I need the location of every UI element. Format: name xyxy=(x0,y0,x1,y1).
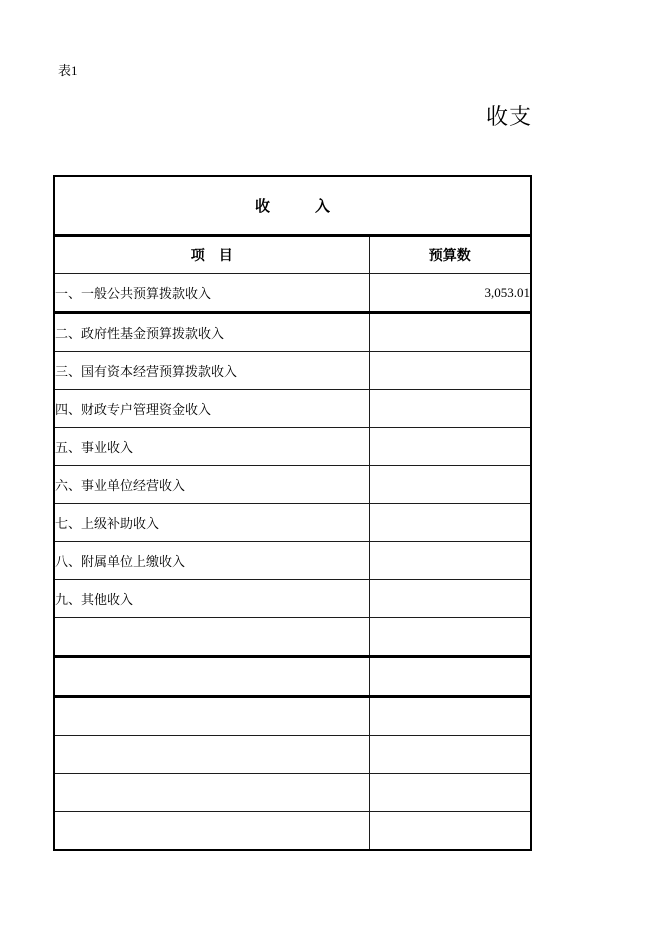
item-cell: 四、财政专户管理资金收入 xyxy=(54,390,369,428)
value-cell xyxy=(369,504,531,542)
item-cell xyxy=(54,697,369,736)
section-header-row xyxy=(54,176,531,236)
table-row xyxy=(54,274,531,313)
item-cell: 九、其他收入 xyxy=(54,580,369,618)
value-cell xyxy=(369,352,531,390)
column-header-item: 项 目 xyxy=(54,236,369,274)
value-cell xyxy=(369,313,531,352)
value-cell xyxy=(369,774,531,812)
column-header-budget: 预算数 xyxy=(369,236,531,274)
item-cell xyxy=(54,736,369,774)
value-cell xyxy=(369,428,531,466)
item-cell: 三、国有资本经营预算拨款收入 xyxy=(54,352,369,390)
table-row xyxy=(54,466,531,504)
table-row xyxy=(54,736,531,774)
item-cell xyxy=(54,774,369,812)
value-cell xyxy=(369,812,531,851)
item-cell: 二、政府性基金预算拨款收入 xyxy=(54,313,369,352)
item-cell: 五、事业收入 xyxy=(54,428,369,466)
table-row xyxy=(54,657,531,697)
table-row xyxy=(54,618,531,657)
item-cell: 七、上级补助收入 xyxy=(54,504,369,542)
item-cell: 八、附属单位上缴收入 xyxy=(54,542,369,580)
income-budget-table xyxy=(53,175,532,851)
table-row xyxy=(54,697,531,736)
value-cell xyxy=(369,697,531,736)
table-row xyxy=(54,352,531,390)
table-row xyxy=(54,774,531,812)
column-header-row xyxy=(54,236,531,274)
value-cell: 3,053.01 xyxy=(369,274,531,313)
item-cell: 一、一般公共预算拨款收入 xyxy=(54,274,369,313)
value-cell xyxy=(369,466,531,504)
value-cell xyxy=(369,736,531,774)
value-cell xyxy=(369,618,531,657)
value-cell xyxy=(369,580,531,618)
table-row xyxy=(54,428,531,466)
value-cell xyxy=(369,657,531,697)
table-row xyxy=(54,580,531,618)
page-title: 收支 xyxy=(486,104,533,129)
table-row xyxy=(54,390,531,428)
item-cell: 六、事业单位经营收入 xyxy=(54,466,369,504)
value-cell xyxy=(369,390,531,428)
item-cell xyxy=(54,812,369,851)
item-cell xyxy=(54,618,369,657)
table-row xyxy=(54,504,531,542)
table-row xyxy=(54,812,531,851)
table-number-label: 表1 xyxy=(58,63,78,78)
value-cell xyxy=(369,542,531,580)
table-row xyxy=(54,542,531,580)
item-cell xyxy=(54,657,369,697)
section-title-income: 收 入 xyxy=(54,176,531,236)
table-row xyxy=(54,313,531,352)
